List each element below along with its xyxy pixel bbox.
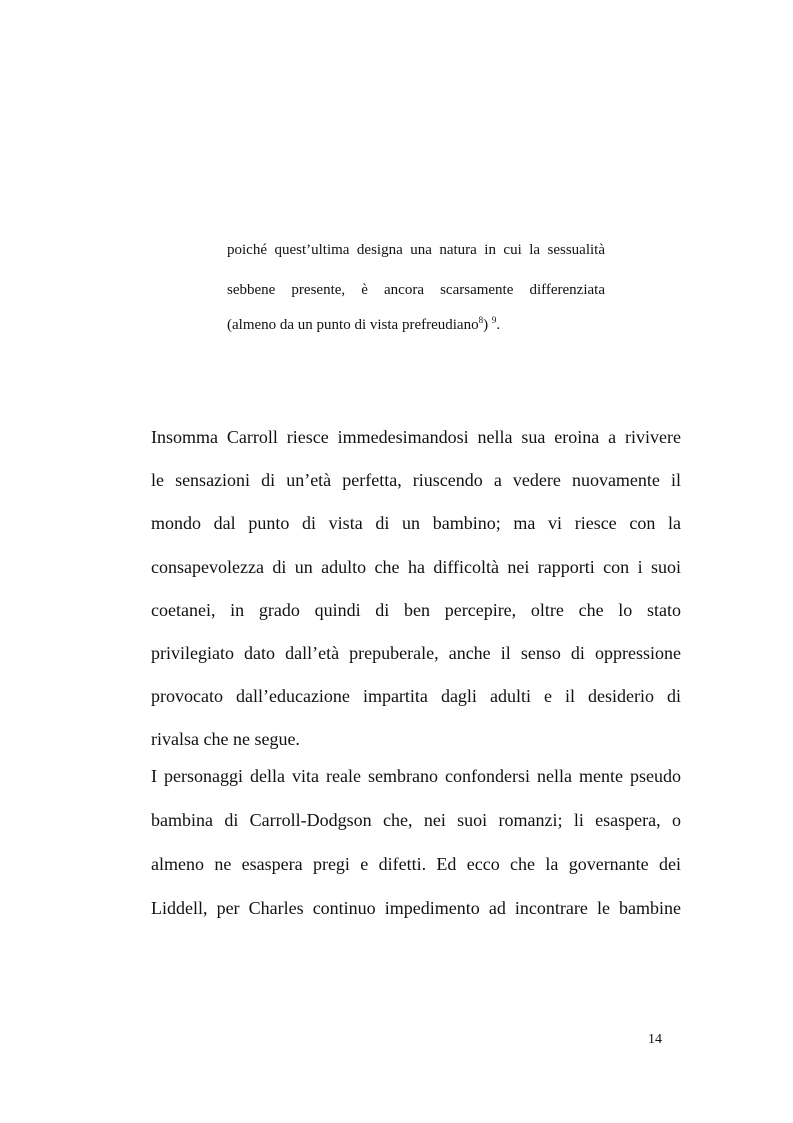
- quote-closing-paren: ): [483, 317, 489, 333]
- paragraph1-line-4: consapevolezza di un adulto che ha difficoltà nei rapporti con i suoi: [151, 557, 681, 577]
- quote-line-2: sebbene presente, è ancora scarsamente differenziata: [227, 282, 605, 298]
- quote-line-1: poiché quest’ultima designa una natura in cui la sessualità: [227, 242, 605, 258]
- paragraph1-line-7: provocato dall’educazione impartita dagli adulti e il desiderio di: [151, 686, 681, 706]
- paragraph2-line-2: bambina di Carroll-Dodgson che, nei suoi romanzi; li esaspera, o: [151, 810, 681, 830]
- quote-line-3-text: (almeno da un punto di vista prefreudiano: [227, 317, 479, 333]
- paragraph1-line-5: coetanei, in grado quindi di ben percepire, oltre che lo stato: [151, 600, 681, 620]
- paragraph1-line-1: Insomma Carroll riesce immedesimandosi nella sua eroina a rivivere: [151, 427, 681, 447]
- paragraph1-line-8: rivalsa che ne segue.: [151, 729, 300, 749]
- paragraph2-line-1: I personaggi della vita reale sembrano confondersi nella mente pseudo: [151, 766, 681, 786]
- footnote-ref-9[interactable]: 9: [491, 315, 497, 325]
- paragraph1-line-2: le sensazioni di un’età perfetta, riuscendo a vedere nuovamente il: [151, 470, 681, 490]
- page-number: 14: [648, 1032, 662, 1047]
- footnote-ref-8[interactable]: 8: [478, 315, 484, 325]
- paragraph1-line-3: mondo dal punto di vista di un bambino; ma vi riesce con la: [151, 513, 681, 533]
- paragraph2-line-4: Liddell, per Charles continuo impedimento ad incontrare le bambine: [151, 898, 681, 918]
- quote-line-3: [227, 316, 605, 334]
- paragraph2-line-3: almeno ne esaspera pregi e difetti. Ed ecco che la governante dei: [151, 854, 681, 874]
- paragraph1-line-6: privilegiato dato dall’età prepuberale, anche il senso di oppressione: [151, 643, 681, 663]
- quote-period: .: [496, 317, 501, 333]
